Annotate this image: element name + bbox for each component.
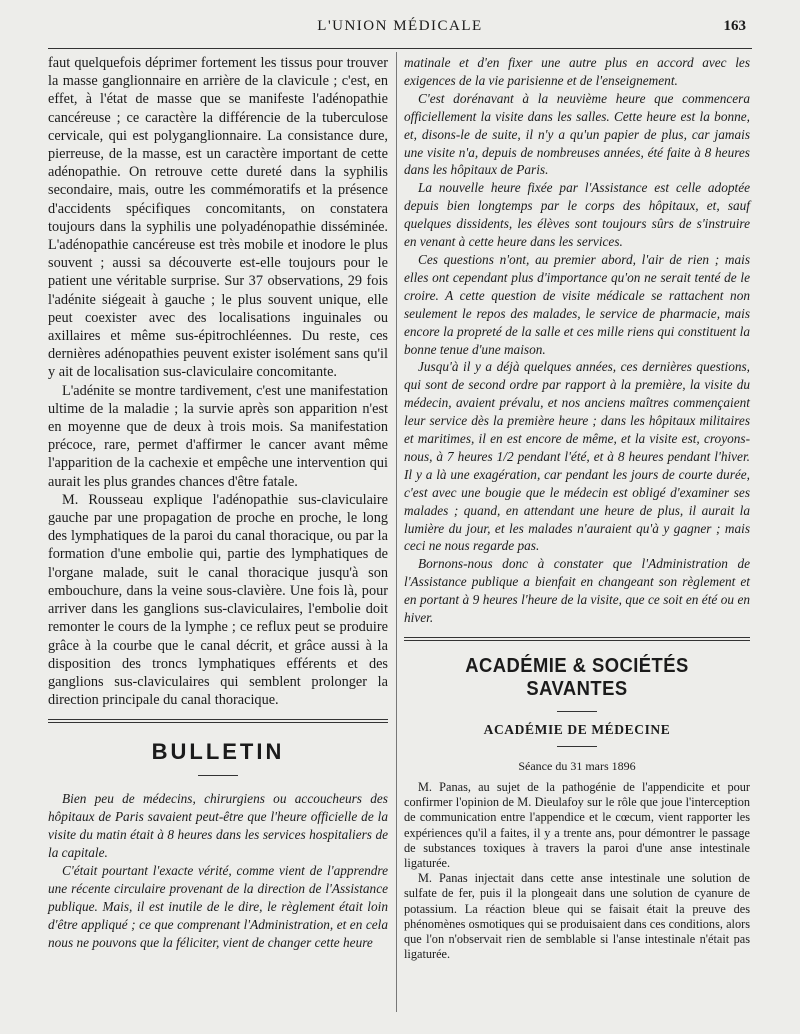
paragraph: L'adénite se montre tardivement, c'est une manifestation ultime de la maladie ; la survie après son apparition n'est en moyenne que de deux à trois mois. Sa manifestation précoce, rare, permet d'affirmer le cancer avant même l'apparition de la cachexie et empêche une intervention qui aurait les plus grandes chances d'être fatale.: [48, 382, 388, 490]
paragraph: Jusqu'à il y a déjà quelques années, ces dernières questions, qui sont de second ordre par rapport à la première, la visite du médecin, avaient prévalu, et nos anciens maîtres commençaient leur service dès la première heure ; dans les hôpitaux militaires et maritimes, il en est encore de même, et la visite est, croyons-nous, à 7 heures 1/2 pendant l'été, et à 8 heures pendant l'hiver. Il y a là une exagération, car pendant les jours de courte durée, c'est avec une bougie que le médecin est obligé d'examiner ses malades ; quand, en attendant une heure de plus, il aurait la lumière du jour, et les malades n'auraient qu'à y gagner ; mais ceci ne nous regarde pas.: [404, 359, 750, 554]
paragraph: M. Panas injectait dans cette anse intestinale une solution de sulfate de fer, puis il la plongeait dans une solution de cyanure de potassium. La réaction bleue qui se faisait était la preuve des phénomènes osmotiques qui se produisaient dans ces conditions, alors que l'on n'observait rien de semblable si l'anse intestinale n'était pas ligaturée.: [404, 871, 750, 962]
left-column: [48, 54, 388, 951]
page-header: [48, 16, 752, 44]
right-column: [404, 54, 750, 962]
paragraph: C'était pourtant l'exacte vérité, comme vient de l'apprendre une récente circulaire provenant de la direction de l'Assistance publique. Mais, il est inutile de le dire, le règlement était loin d'être appliqué ; ce que comprenant l'Administration, et en cela nous ne pouvons que la féliciter, vient de changer cette heure: [48, 862, 388, 950]
article-continuation: [48, 54, 388, 709]
academie-subheading: ACADÉMIE DE MÉDECINE: [483, 722, 671, 737]
bulletin-continuation: [404, 54, 750, 627]
academie-heading: ACADÉMIE & SOCIÉTÉS SAVANTES: [465, 655, 689, 700]
bulletin-heading: BULLETIN: [151, 739, 285, 765]
section-divider: [48, 719, 388, 723]
paragraph: Bornons-nous donc à constater que l'Administration de l'Assistance publique a bienfait en changeant son règlement et en portant à 9 heures l'heure de la visite, que ce soit en été ou en hiver.: [404, 556, 750, 626]
seance-date: Séance du 31 mars 1896: [518, 759, 636, 773]
academie-body: [404, 780, 750, 962]
section-divider: [404, 637, 750, 641]
bulletin-body: [48, 790, 388, 951]
paragraph: M. Panas, au sujet de la pathogénie de l'appendicite et pour confirmer l'opinion de M. Dieulafoy sur le rôle que joue l'interception de communication entre l'appendice et le cœcum, vient rapporter les expériences qu'il a faites, il y a trente ans, pour démontrer le passage de substances toxiques à travers la paroi d'une anse intestinale ligaturée.: [404, 780, 750, 871]
page-number: 163: [723, 18, 746, 34]
paragraph: Bien peu de médecins, chirurgiens ou accoucheurs des hôpitaux de Paris savaient peut-être que l'heure officielle de la visite du matin était à 8 heures dans les services hospitaliers de la capitale.: [48, 791, 388, 861]
short-rule: [557, 711, 597, 712]
column-divider: [396, 52, 397, 1012]
paragraph: Ces questions n'ont, au premier abord, l'air de rien ; mais elles ont cependant plus d'importance qu'on ne serait tenté de le croire. A cette question de visite médicale se rattachent non seulement le repos des malades, le service de pharmacie, mais encore la propreté de la salle et ces mille riens qui constituent la bonne tenue d'une maison.: [404, 251, 750, 357]
paragraph: matinale et d'en fixer une autre plus en accord avec les exigences de la vie parisienne et de l'enseignement.: [404, 55, 750, 88]
running-title: L'UNION MÉDICALE: [317, 18, 483, 34]
paragraph: La nouvelle heure fixée par l'Assistance est celle adoptée depuis bien longtemps par le corps des hôpitaux, et, sauf quelques dissidents, les élèves sont toujours sûrs de s'instruire en venant à cette heure dans les services.: [404, 180, 750, 250]
paragraph: M. Rousseau explique l'adénopathie sus-claviculaire gauche par une propagation de proche en proche, le long des lymphatiques de la paroi du canal thoracique, ou par la formation d'une embolie qui, partie des lymphatiques de l'organe malade, suit le canal thoracique jusqu'à son embouchure, dans la veine sous-clavière. Une fois là, pour arriver dans les ganglions sus-claviculaires, l'embolie doit remonter le cours de la lymphe ; ce reflux peut se produire grâce à la courbe que le canal décrit, et grâce aussi à la disposition des troncs lymphatiques efférents et des ganglions sus-claviculaires qui semblent prolonger la direction principale du canal thoracique.: [48, 491, 388, 709]
paragraph: C'est dorénavant à la neuvième heure que commencera officiellement la visite dans les salles. Cette heure est la bonne, et, disons-le de suite, il n'y a qu'un papier de plus, car jamais une visite n'a, depuis de nombreuses années, été faite à 8 heures dans les hôpitaux de Paris.: [404, 90, 750, 178]
short-rule: [557, 746, 597, 747]
header-rule: [48, 48, 752, 49]
paragraph: faut quelquefois déprimer fortement les tissus pour trouver la masse ganglionnaire en arrière de la clavicule ; c'est, en effet, à l'état de masse que se manifeste l'adénopathie cancéreuse ; ce caractère la différencie de la tuberculose cervicale, qui est polyganglionnaire. La consistance dure, pierreuse, de la masse, est un caractère important de cette adénopathie. On retrouve cette dureté dans la syphilis secondaire, mais, outre les commémoratifs et la présence d'accidents spécifiques concomitants, on constatera toujours dans la syphilis une polyadénopathie disséminée. L'adénopathie cancéreuse est très mobile et inodore le plus souvent ; aussi sa découverte est-elle toujours pour le patient une véritable surprise. Sur 37 observations, 29 fois l'adénite siégeait à gauche ; le plus souvent unique, elle peut coexister avec des localisations inguinales ou axillaires et même sus-épitrochléennes. Du reste, ces dernières adénopathies peuvent exister isolément sans qu'il y ait de localisation sus-claviculaire concomitante.: [48, 55, 388, 381]
